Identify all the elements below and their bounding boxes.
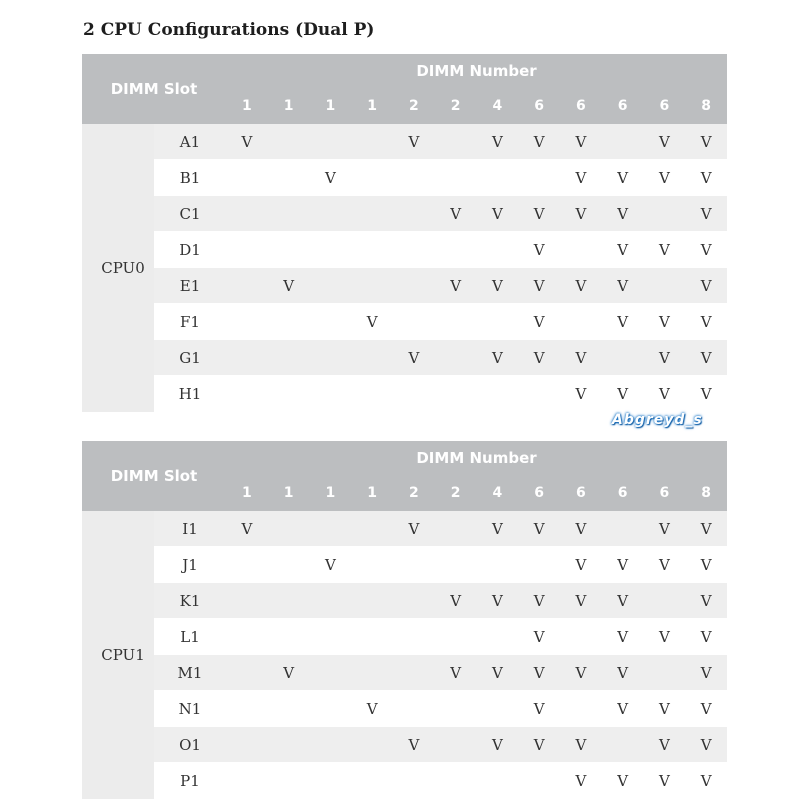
config-cell: [393, 376, 435, 412]
config-cell: [351, 160, 393, 196]
config-cell: [435, 304, 477, 340]
config-cell: V: [518, 124, 560, 160]
config-cell: V: [435, 268, 477, 304]
dimm-count-column-header: 1: [310, 475, 352, 511]
dimm-count-column-header: 1: [268, 475, 310, 511]
config-cell: [560, 691, 602, 727]
config-cell: V: [685, 376, 727, 412]
config-cell: [351, 763, 393, 799]
dimm-count-column-header: 6: [644, 88, 686, 124]
config-cell: V: [602, 376, 644, 412]
config-cell: [351, 232, 393, 268]
config-cell: V: [602, 583, 644, 619]
slot-label: P1: [154, 763, 226, 799]
config-cell: V: [560, 547, 602, 583]
config-cell: [226, 727, 268, 763]
config-cell: V: [644, 376, 686, 412]
config-cell: V: [602, 304, 644, 340]
table-row: [82, 691, 727, 727]
config-cell: V: [477, 340, 519, 376]
config-cell: [310, 304, 352, 340]
config-cell: V: [685, 232, 727, 268]
config-cell: V: [644, 691, 686, 727]
config-cell: [351, 268, 393, 304]
table-row: [82, 124, 727, 160]
config-cell: V: [644, 340, 686, 376]
config-cell: [393, 583, 435, 619]
config-cell: [268, 376, 310, 412]
table-row: [82, 763, 727, 799]
config-cell: [310, 619, 352, 655]
table-row: [82, 619, 727, 655]
config-cell: V: [518, 619, 560, 655]
config-cell: [602, 727, 644, 763]
config-cell: V: [435, 655, 477, 691]
config-cell: V: [560, 196, 602, 232]
dimm-count-column-header: 2: [393, 88, 435, 124]
config-cell: V: [602, 268, 644, 304]
config-cell: V: [685, 511, 727, 547]
config-cell: V: [685, 583, 727, 619]
config-cell: V: [477, 124, 519, 160]
config-cell: V: [602, 619, 644, 655]
slot-label: L1: [154, 619, 226, 655]
config-cell: [518, 547, 560, 583]
slot-label: G1: [154, 340, 226, 376]
config-cell: V: [602, 160, 644, 196]
config-cell: [644, 583, 686, 619]
config-cell: [435, 376, 477, 412]
config-cell: [393, 763, 435, 799]
config-cell: [435, 727, 477, 763]
table-row: [82, 376, 727, 412]
watermark: Abgreyd_s: [612, 412, 703, 428]
dimm-slot-header: DIMM Slot: [82, 441, 226, 511]
config-cell: [226, 340, 268, 376]
slot-label: F1: [154, 304, 226, 340]
table-row: [82, 196, 727, 232]
config-cell: [226, 655, 268, 691]
config-cell: [435, 340, 477, 376]
config-cell: [560, 619, 602, 655]
slot-label: K1: [154, 583, 226, 619]
config-cell: V: [518, 727, 560, 763]
dimm-number-header: DIMM Number: [226, 54, 727, 88]
config-cell: V: [685, 268, 727, 304]
dimm-count-column-header: 6: [602, 88, 644, 124]
config-cell: V: [226, 124, 268, 160]
config-cell: V: [477, 727, 519, 763]
config-cell: V: [310, 160, 352, 196]
config-cell: [310, 340, 352, 376]
config-cell: V: [268, 268, 310, 304]
config-cell: [477, 160, 519, 196]
config-cell: [518, 376, 560, 412]
config-cell: [351, 124, 393, 160]
config-cell: V: [644, 124, 686, 160]
config-cell: [602, 511, 644, 547]
table-row: [82, 655, 727, 691]
dimm-count-column-header: 4: [477, 88, 519, 124]
config-cell: [351, 619, 393, 655]
config-cell: [268, 196, 310, 232]
dimm-slot-header: DIMM Slot: [82, 54, 226, 124]
config-cell: V: [393, 124, 435, 160]
config-cell: [477, 547, 519, 583]
config-cell: V: [351, 304, 393, 340]
table-row: [82, 511, 727, 547]
config-cell: [435, 511, 477, 547]
config-cell: V: [602, 232, 644, 268]
config-cell: V: [393, 511, 435, 547]
slot-label: H1: [154, 376, 226, 412]
dimm-count-column-header: 1: [310, 88, 352, 124]
config-cell: [310, 691, 352, 727]
config-cell: V: [477, 655, 519, 691]
config-cell: V: [685, 655, 727, 691]
dimm-count-column-header: 8: [685, 88, 727, 124]
config-cell: [477, 232, 519, 268]
config-cell: V: [685, 196, 727, 232]
config-cell: [268, 763, 310, 799]
config-cell: V: [560, 763, 602, 799]
config-cell: [310, 268, 352, 304]
slot-label: I1: [154, 511, 226, 547]
config-cell: V: [435, 196, 477, 232]
config-cell: [435, 763, 477, 799]
config-cell: [268, 160, 310, 196]
config-cell: V: [602, 691, 644, 727]
config-cell: [268, 124, 310, 160]
dimm-count-column-header: 1: [268, 88, 310, 124]
config-cell: V: [560, 583, 602, 619]
dimm-count-column-header: 6: [518, 88, 560, 124]
table-row: [82, 232, 727, 268]
config-cell: [268, 619, 310, 655]
table-row: [82, 583, 727, 619]
config-cell: [435, 160, 477, 196]
cpu-label: CPU1: [82, 511, 154, 799]
config-cell: [310, 763, 352, 799]
config-cell: [310, 232, 352, 268]
config-cell: [477, 763, 519, 799]
config-cell: [351, 511, 393, 547]
config-cell: [268, 547, 310, 583]
config-cell: [310, 196, 352, 232]
config-cell: [393, 268, 435, 304]
config-cell: [351, 547, 393, 583]
config-cell: V: [477, 268, 519, 304]
dimm-count-column-header: 1: [351, 88, 393, 124]
slot-label: E1: [154, 268, 226, 304]
config-cell: V: [685, 691, 727, 727]
config-cell: [477, 304, 519, 340]
dimm-count-column-header: 8: [685, 475, 727, 511]
config-cell: [644, 268, 686, 304]
config-cell: V: [518, 583, 560, 619]
dimm-count-column-header: 1: [226, 88, 268, 124]
config-cell: [518, 763, 560, 799]
config-cell: [435, 691, 477, 727]
config-cell: V: [477, 196, 519, 232]
page-title: 2 CPU Configurations (Dual P): [83, 20, 375, 40]
config-cell: [310, 511, 352, 547]
config-cell: [393, 691, 435, 727]
config-cell: [226, 196, 268, 232]
config-cell: [226, 160, 268, 196]
config-cell: [268, 691, 310, 727]
config-cell: [226, 547, 268, 583]
config-cell: [351, 727, 393, 763]
dimm-count-column-header: 1: [351, 475, 393, 511]
config-cell: V: [393, 340, 435, 376]
config-cell: V: [226, 511, 268, 547]
config-cell: [602, 124, 644, 160]
config-cell: [226, 232, 268, 268]
config-cell: V: [560, 160, 602, 196]
dimm-count-column-header: 4: [477, 475, 519, 511]
config-cell: V: [518, 196, 560, 232]
config-cell: V: [560, 340, 602, 376]
config-cell: [351, 196, 393, 232]
config-cell: V: [685, 727, 727, 763]
config-cell: [644, 655, 686, 691]
config-cell: V: [268, 655, 310, 691]
config-cell: V: [560, 511, 602, 547]
config-cell: [226, 376, 268, 412]
config-cell: [268, 340, 310, 376]
dimm-count-column-header: 2: [435, 88, 477, 124]
slot-label: N1: [154, 691, 226, 727]
config-cell: V: [644, 232, 686, 268]
config-cell: V: [351, 691, 393, 727]
config-cell: [226, 619, 268, 655]
config-cell: V: [685, 124, 727, 160]
config-cell: [435, 232, 477, 268]
slot-label: C1: [154, 196, 226, 232]
config-cell: [310, 727, 352, 763]
dimm-count-column-header: 6: [560, 475, 602, 511]
dimm-count-column-header: 2: [393, 475, 435, 511]
config-cell: [226, 268, 268, 304]
config-cell: V: [644, 727, 686, 763]
cpu0-config-table: [82, 54, 727, 412]
table-row: [82, 268, 727, 304]
config-cell: [310, 376, 352, 412]
table-row: [82, 304, 727, 340]
config-cell: V: [560, 376, 602, 412]
config-cell: [393, 547, 435, 583]
config-cell: V: [685, 547, 727, 583]
dimm-count-column-header: 1: [226, 475, 268, 511]
config-cell: V: [518, 232, 560, 268]
config-cell: [226, 304, 268, 340]
config-cell: [602, 340, 644, 376]
config-cell: [226, 583, 268, 619]
config-cell: [393, 196, 435, 232]
slot-label: A1: [154, 124, 226, 160]
config-cell: [226, 763, 268, 799]
config-cell: V: [685, 763, 727, 799]
config-cell: [393, 160, 435, 196]
config-cell: V: [644, 511, 686, 547]
config-cell: V: [518, 655, 560, 691]
config-cell: V: [477, 583, 519, 619]
config-cell: V: [518, 268, 560, 304]
cpu-label: CPU0: [82, 124, 154, 412]
config-cell: [644, 196, 686, 232]
config-cell: [518, 160, 560, 196]
config-cell: [435, 619, 477, 655]
config-cell: [310, 583, 352, 619]
config-cell: [560, 304, 602, 340]
config-cell: [351, 340, 393, 376]
config-cell: [560, 232, 602, 268]
config-cell: V: [518, 304, 560, 340]
config-cell: V: [602, 196, 644, 232]
dimm-count-column-header: 6: [644, 475, 686, 511]
config-cell: V: [518, 511, 560, 547]
config-cell: V: [644, 547, 686, 583]
config-cell: [393, 619, 435, 655]
config-cell: V: [685, 160, 727, 196]
config-cell: [477, 619, 519, 655]
slot-label: J1: [154, 547, 226, 583]
config-cell: [351, 583, 393, 619]
config-cell: V: [644, 763, 686, 799]
config-cell: V: [644, 304, 686, 340]
config-cell: V: [477, 511, 519, 547]
config-cell: [226, 691, 268, 727]
slot-label: O1: [154, 727, 226, 763]
config-cell: V: [560, 124, 602, 160]
config-cell: [268, 583, 310, 619]
dimm-count-column-header: 6: [518, 475, 560, 511]
config-cell: [268, 727, 310, 763]
config-cell: [268, 511, 310, 547]
config-cell: [393, 655, 435, 691]
dimm-number-header: DIMM Number: [226, 441, 727, 475]
config-cell: V: [393, 727, 435, 763]
cpu1-config-table: [82, 441, 727, 799]
config-cell: V: [644, 619, 686, 655]
config-cell: V: [560, 268, 602, 304]
config-cell: V: [560, 655, 602, 691]
table-row: [82, 727, 727, 763]
config-cell: [351, 376, 393, 412]
table-row: [82, 340, 727, 376]
dimm-count-column-header: 2: [435, 475, 477, 511]
config-cell: V: [602, 655, 644, 691]
config-cell: [310, 655, 352, 691]
config-cell: [393, 232, 435, 268]
slot-label: M1: [154, 655, 226, 691]
config-cell: [393, 304, 435, 340]
config-cell: V: [602, 547, 644, 583]
table-row: [82, 547, 727, 583]
config-cell: V: [602, 763, 644, 799]
slot-label: D1: [154, 232, 226, 268]
config-cell: [435, 124, 477, 160]
config-cell: V: [435, 583, 477, 619]
dimm-count-column-header: 6: [602, 475, 644, 511]
config-cell: V: [518, 340, 560, 376]
config-cell: [435, 547, 477, 583]
config-cell: V: [685, 340, 727, 376]
config-cell: V: [310, 547, 352, 583]
table-row: [82, 160, 727, 196]
config-cell: [268, 304, 310, 340]
config-cell: [477, 691, 519, 727]
config-cell: V: [644, 160, 686, 196]
config-cell: V: [560, 727, 602, 763]
config-cell: V: [685, 304, 727, 340]
slot-label: B1: [154, 160, 226, 196]
config-cell: [477, 376, 519, 412]
config-cell: [310, 124, 352, 160]
config-cell: [351, 655, 393, 691]
config-cell: V: [685, 619, 727, 655]
config-cell: V: [518, 691, 560, 727]
dimm-count-column-header: 6: [560, 88, 602, 124]
config-cell: [268, 232, 310, 268]
